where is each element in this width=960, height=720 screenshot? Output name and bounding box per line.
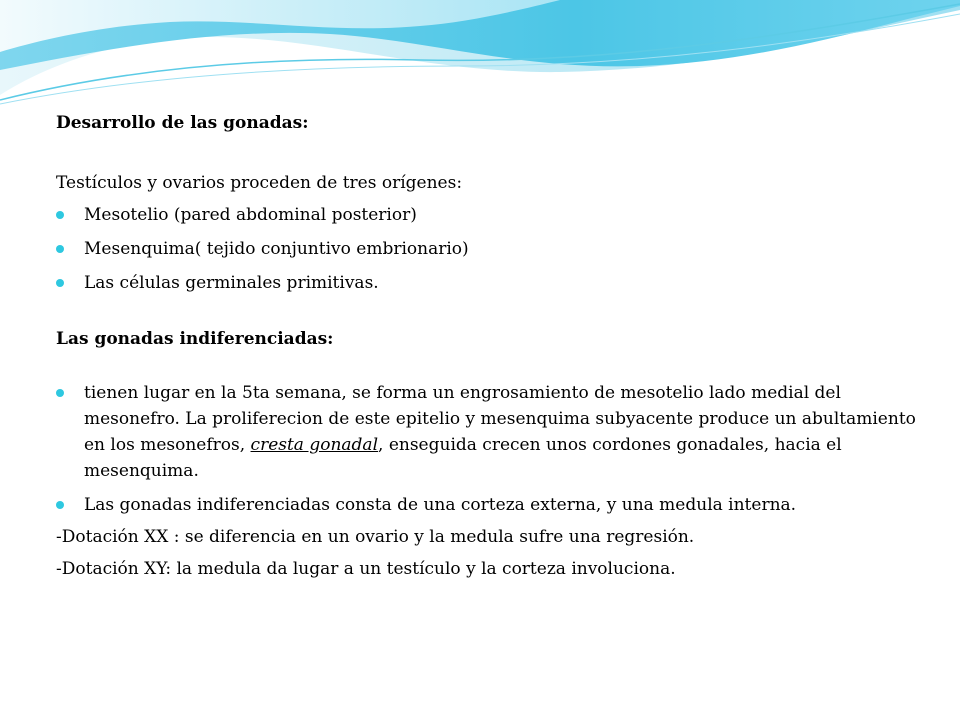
list-item <box>56 236 916 262</box>
list-item-text: Mesenquima( tejido conjuntivo embrionario) <box>84 239 469 259</box>
list-item <box>56 270 916 296</box>
slide-content <box>56 110 916 588</box>
term-cresta-gonadal: cresta gonadal <box>250 435 379 455</box>
origins-list <box>56 202 916 296</box>
list-item <box>56 492 916 518</box>
detail-text-part1: tienen lugar en la 5ta semana, se forma un engrosamiento de mesotelio lado medial del mesonefro. La proliferecion de este epitelio y mesenquima subyacente produce un abultamiento en los mesonefros, <box>84 383 916 455</box>
bullet-icon <box>56 211 64 219</box>
dotacion-xx-text: -Dotación XX : se diferencia en un ovario y la medula sufre una regresión. <box>56 527 695 547</box>
header-wave-decoration <box>0 0 960 110</box>
detail-text-part2: , enseguida crecen unos cordones gonadales, hacia el mesenquima. <box>84 435 842 481</box>
list-item-text: Las gonadas indiferenciadas consta de una corteza externa, y una medula interna. <box>84 495 797 515</box>
list-item <box>56 202 916 228</box>
bullet-icon <box>56 279 64 287</box>
bullet-icon <box>56 501 64 509</box>
dotacion-xy-text: -Dotación XY: la medula da lugar a un testículo y la corteza involuciona. <box>56 559 676 579</box>
list-item-text: Las células germinales primitivas. <box>84 273 379 293</box>
list-item-text: Mesotelio (pared abdominal posterior) <box>84 205 417 225</box>
list-item <box>56 380 916 484</box>
heading-gonad-development: Desarrollo de las gonadas: <box>56 113 309 133</box>
detail-list <box>56 380 916 518</box>
bullet-icon <box>56 245 64 253</box>
heading-indifferent-gonads: Las gonadas indiferenciadas: <box>56 329 334 349</box>
bullet-icon <box>56 389 64 397</box>
intro-text: Testículos y ovarios proceden de tres orígenes: <box>56 173 463 193</box>
